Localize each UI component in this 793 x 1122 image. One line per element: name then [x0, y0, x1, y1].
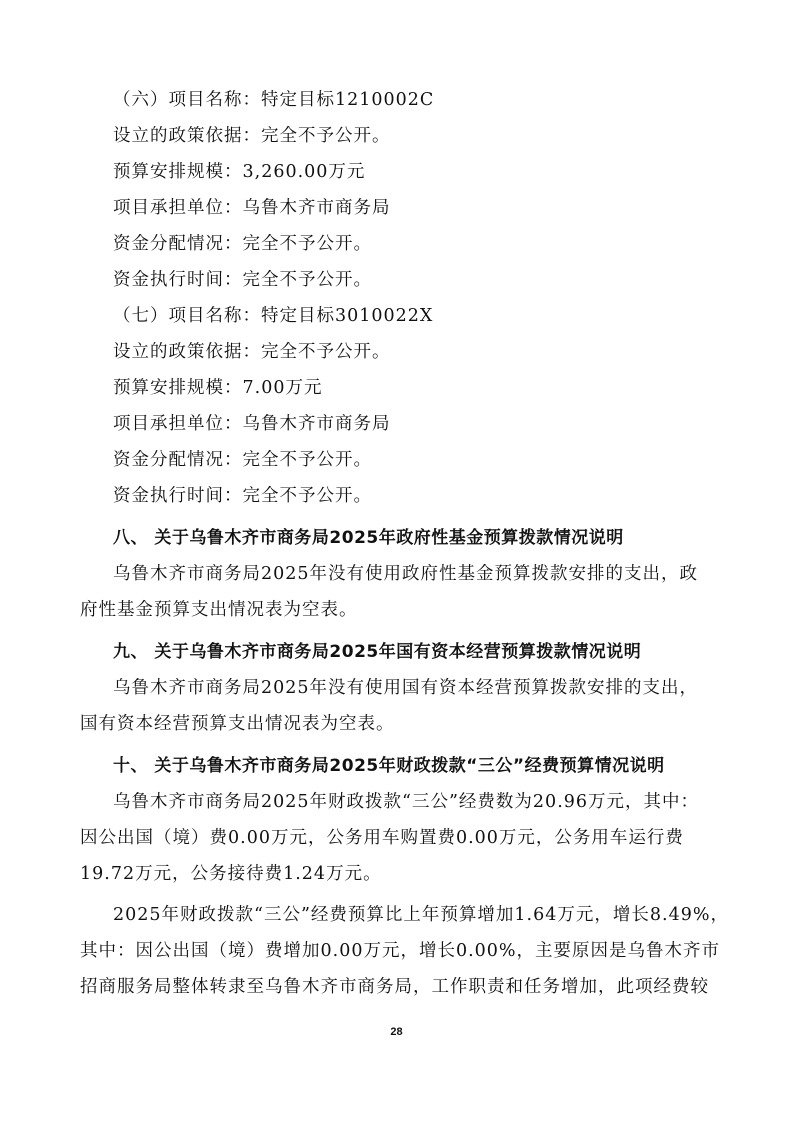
- section-9-paragraph-line-2: 国有资本经营预算支出情况表为空表。: [80, 714, 395, 734]
- section-8-paragraph-line-1: 乌鲁木齐市商务局2025年没有使用政府性基金预算拨款安排的支出，政: [113, 564, 699, 584]
- project-6-execution: 资金执行时间：完全不予公开。: [113, 270, 372, 290]
- section-10-paragraph-2-line-3: 招商服务局整体转隶至乌鲁木齐市商务局，工作职责和任务增加，此项经费较: [80, 977, 709, 997]
- project-6-name: （六）项目名称：特定目标1210002C: [113, 90, 435, 110]
- project-7-allocation: 资金分配情况：完全不予公开。: [113, 450, 372, 470]
- section-9-paragraph-line-1: 乌鲁木齐市商务局2025年没有使用国有资本经营预算拨款安排的支出，: [113, 678, 699, 698]
- project-7-name: （七）项目名称：特定目标3010022X: [113, 306, 434, 326]
- section-8-heading: 八、 关于乌鲁木齐市商务局2025年政府性基金预算拨款情况说明: [113, 528, 624, 548]
- project-7-policy: 设立的政策依据：完全不予公开。: [113, 342, 391, 362]
- project-6-allocation: 资金分配情况：完全不予公开。: [113, 234, 372, 254]
- section-10-paragraph-1-line-1: 乌鲁木齐市商务局2025年财政拨款“三公”经费数为20.96万元，其中：: [113, 792, 700, 812]
- project-6-budget: 预算安排规模：3,260.00万元: [113, 162, 366, 182]
- section-10-paragraph-1-line-2: 因公出国（境）费0.00万元，公务用车购置费0.00万元，公务用车运行费: [80, 828, 684, 848]
- section-8-paragraph-line-2: 府性基金预算支出情况表为空表。: [80, 600, 358, 620]
- project-7-budget: 预算安排规模：7.00万元: [113, 378, 323, 398]
- project-6-policy: 设立的政策依据：完全不予公开。: [113, 126, 391, 146]
- project-6-unit: 项目承担单位：乌鲁木齐市商务局: [113, 198, 391, 218]
- section-10-heading: 十、 关于乌鲁木齐市商务局2025年财政拨款“三公”经费预算情况说明: [113, 756, 665, 776]
- page-number: 28: [390, 1026, 403, 1038]
- section-10-paragraph-2-line-1: 2025年财政拨款“三公”经费预算比上年预算增加1.64万元，增长8.49%，: [113, 905, 729, 925]
- section-10-paragraph-1-line-3: 19.72万元，公务接待费1.24万元。: [80, 864, 382, 884]
- section-9-heading: 九、 关于乌鲁木齐市商务局2025年国有资本经营预算拨款情况说明: [113, 642, 642, 662]
- section-10-paragraph-2-line-2: 其中：因公出国（境）费增加0.00万元，增长0.00%，主要原因是乌鲁木齐市: [80, 941, 721, 961]
- project-7-unit: 项目承担单位：乌鲁木齐市商务局: [113, 414, 391, 434]
- project-7-execution: 资金执行时间：完全不予公开。: [113, 486, 372, 506]
